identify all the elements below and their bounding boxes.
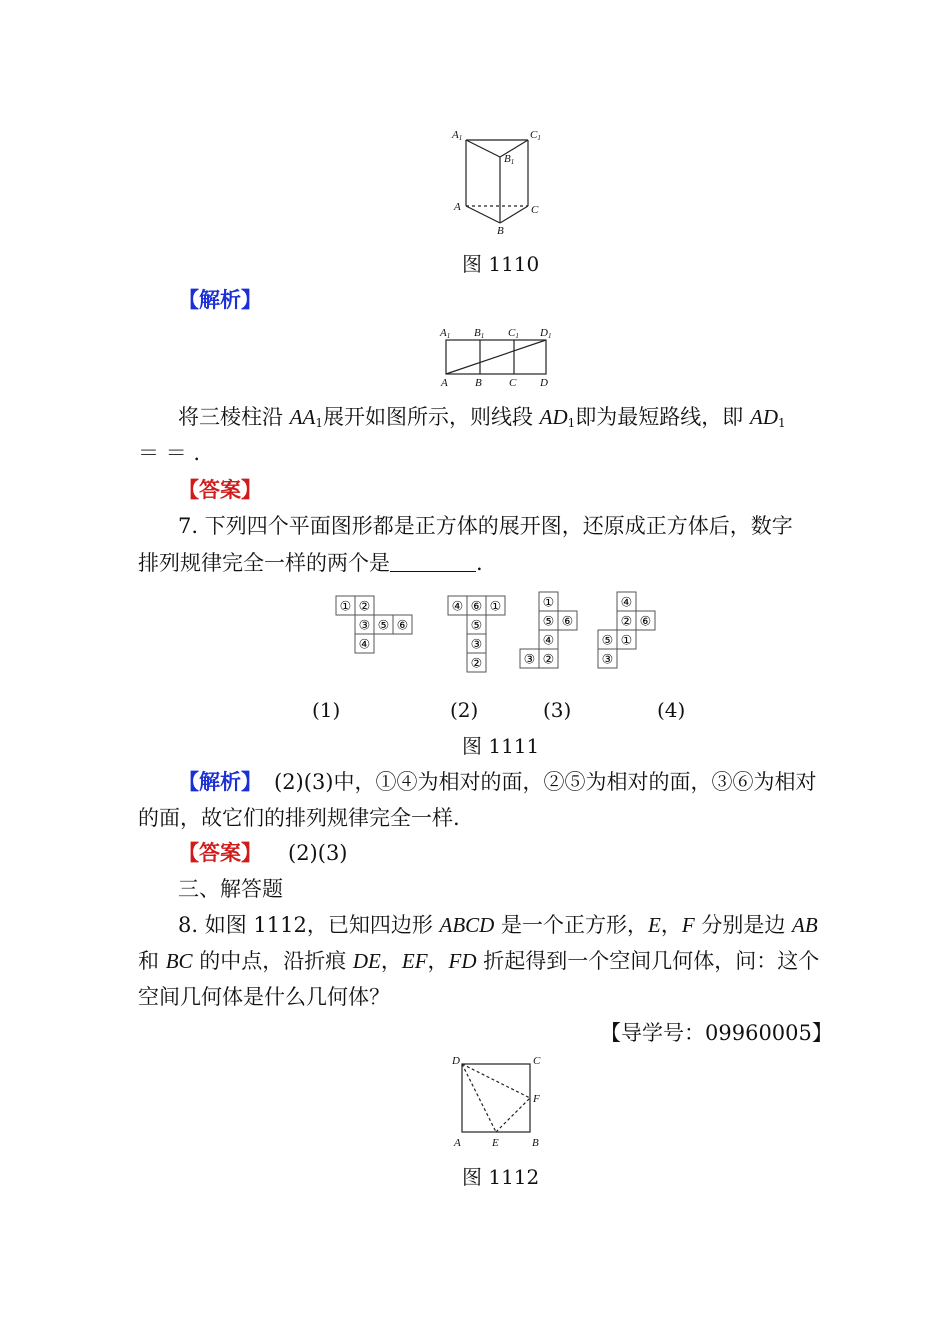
net-2-face-number: ⑥ (470, 599, 483, 615)
net-1-face-number: ④ (358, 637, 371, 653)
svg-text:B1: B1 (474, 327, 485, 340)
answer-2: 【答案】 (2)(3) (178, 840, 348, 865)
net-1-face-number: ⑥ (396, 618, 409, 634)
net-4-face-number: ③ (601, 652, 614, 668)
net-2-face-number: ⑤ (470, 618, 483, 634)
net-3-face-number: ⑥ (561, 614, 574, 630)
net-3-face-number: ⑤ (542, 614, 555, 630)
question-8-line-1: 8. 如图 1112，已知四边形 ABCD 是一个正方形，E，F 分别是边 AB (178, 913, 818, 937)
prism-figure (440, 120, 560, 240)
net-3-face-number: ③ (523, 652, 536, 668)
square-figure (448, 1052, 548, 1154)
net-3-face-number: ① (542, 595, 555, 611)
analysis-line-2: ＝ ＝ . (138, 441, 201, 465)
answer-blank[interactable] (390, 551, 476, 572)
net-3-face-number: ④ (542, 633, 555, 649)
net-3-face-number: ② (542, 652, 555, 668)
svg-text:A: A (454, 1137, 461, 1149)
net-4-face-number: ⑤ (601, 633, 614, 649)
net-4-face-number: ④ (620, 595, 633, 611)
reference-number: 【导学号：09960005】 (600, 1021, 833, 1045)
analysis-line-1: 将三棱柱沿 $AA_1$展开如图所示，则线段 $AD_1$即为最短路线，即 $AD_1$ (178, 405, 786, 430)
svg-text:C: C (533, 1055, 541, 1067)
net-label-4: (4) (657, 698, 686, 722)
figure-caption-1112: 图 1112 (462, 1165, 540, 1189)
figure-caption-1110: 图 1110 (462, 252, 540, 276)
figure-caption-1111: 图 1111 (462, 734, 540, 758)
label-C: C (531, 204, 539, 216)
svg-text:E: E (492, 1137, 499, 1149)
question-7-line-1: 7. 下列四个平面图形都是正方体的展开图，还原成正方体后，数字 (178, 514, 793, 538)
svg-text:B: B (532, 1137, 539, 1149)
label-B: B (497, 225, 504, 237)
net-4-face-number: ⑥ (639, 614, 652, 630)
net-2-face-number: ③ (470, 637, 483, 653)
question-8-line-2: 和 BC 的中点，沿折痕 DE，EF，FD 折起得到一个空间几何体，问：这个 (138, 949, 820, 973)
net-2-face-number: ① (489, 599, 502, 615)
label-B1: B1 (504, 153, 515, 166)
net-2-face-number: ② (470, 656, 483, 672)
svg-text:B: B (475, 377, 482, 388)
label-A: A (454, 201, 461, 213)
svg-text:A: A (441, 377, 448, 388)
net-1-face-number: ② (358, 599, 371, 615)
unfolded-prism-net (434, 320, 564, 388)
svg-text:C: C (509, 377, 517, 388)
svg-text:D: D (540, 377, 548, 388)
net-label-2: (2) (450, 698, 479, 722)
net-label-3: (3) (543, 698, 572, 722)
net-2-face-number: ④ (451, 599, 464, 615)
analysis-tag: 【解析】 (178, 287, 262, 312)
analysis-2-line-2: 的面，故它们的排列规律完全一样. (138, 806, 460, 830)
net-1-face-number: ③ (358, 618, 371, 634)
svg-text:D: D (452, 1055, 460, 1067)
svg-text:A1: A1 (440, 327, 451, 340)
net-4-face-number: ② (620, 614, 633, 630)
net-1-face-number: ⑤ (377, 618, 390, 634)
svg-text:D1: D1 (540, 327, 552, 340)
label-C1: C1 (530, 129, 541, 142)
net-1-face-number: ① (339, 599, 352, 615)
label-A1: A1 (452, 129, 463, 142)
answer-tag: 【答案】 (178, 477, 262, 502)
question-8-line-3: 空间几何体是什么几何体？ (138, 985, 390, 1009)
svg-text:F: F (533, 1093, 540, 1105)
svg-text:C1: C1 (508, 327, 519, 340)
net-label-1: (1) (312, 698, 341, 722)
net-4-face-number: ① (620, 633, 633, 649)
cube-nets-figure (320, 586, 680, 682)
section-heading: 三、解答题 (178, 877, 283, 901)
analysis-2-line-1: 【解析】 (2)(3)中，①④为相对的面，②⑤为相对的面，③⑥为相对 (178, 769, 817, 794)
question-7-line-2: 排列规律完全一样的两个是 . (138, 551, 483, 575)
